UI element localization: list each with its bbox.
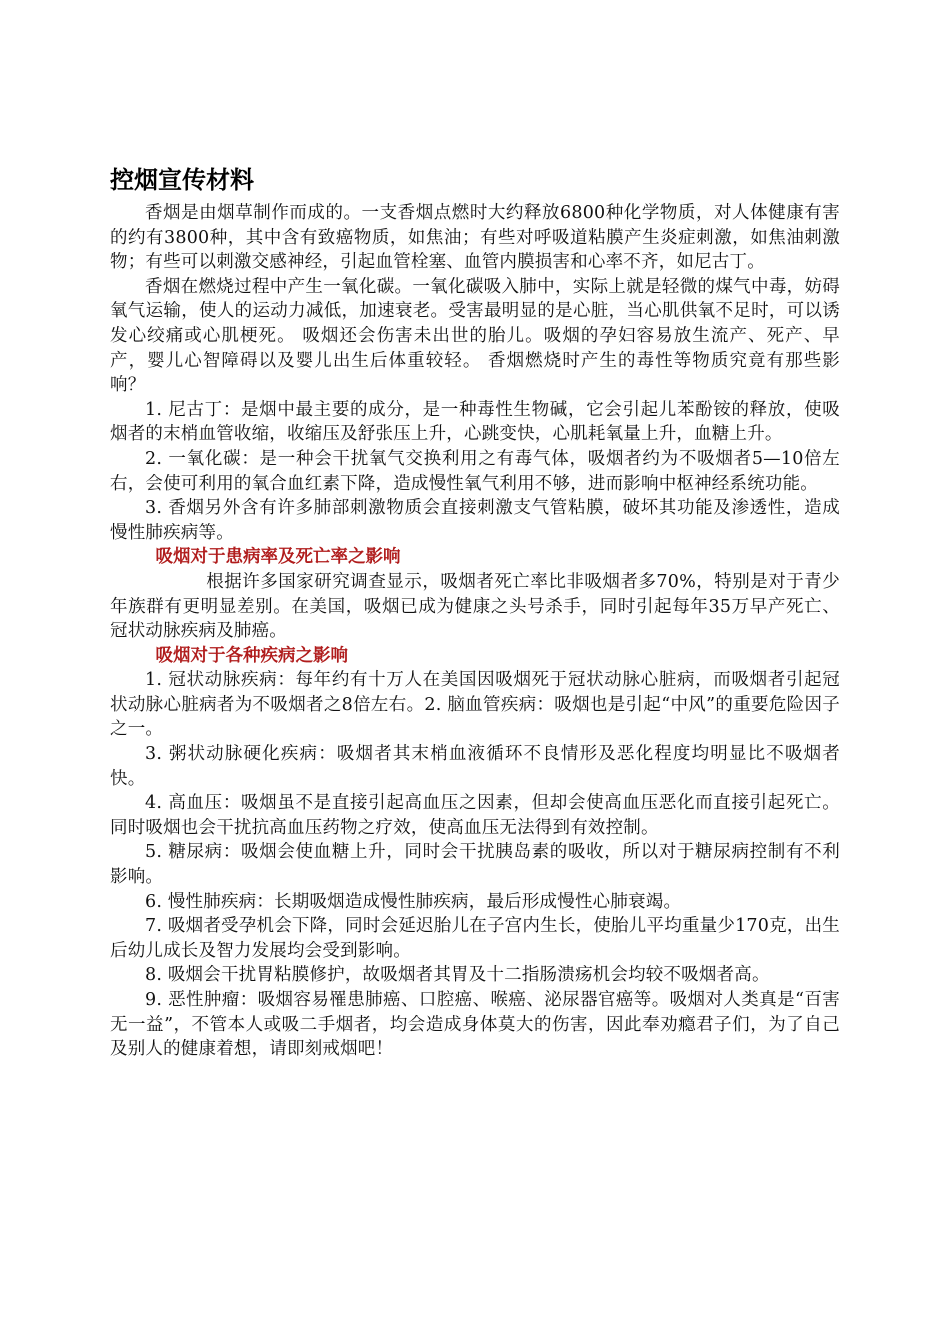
paragraph-carbon-monoxide: 2. 一氧化碳：是一种会干扰氧气交换利用之有毒气体，吸烟者约为不吸烟者5—10倍左右，会使可利用的氧合血红素下降，造成慢性氧气利用不够，进而影响中枢神经系统功能。 [110, 448, 840, 494]
paragraph-disease-7: 7. 吸烟者受孕机会下降，同时会延迟胎儿在子宫内生长，使胎儿平均重量少170克，出生后幼儿成长及智力发展均会受到影响。 [110, 916, 840, 961]
section-heading-mortality: 吸烟对于患病率及死亡率之影响 [155, 547, 401, 568]
paragraph-intro-2: 香烟在燃烧过程中产生一氧化碳。一氧化碳吸入肺中，实际上就是轻微的煤气中毒，妨碍氧气运输，使人的运动力减低，加速衰老。受害最明显的是心脏，当心肌供氧不足时，可以诱发心绞痛或心肌梗死。 吸烟还会伤害未出世的胎儿。吸烟的孕妇容易放生流产、死产、早产，婴儿心智障碍以及婴儿出生后体重较轻。 香烟燃烧时产生的毒性等物质究竟有那些影响？ [110, 276, 840, 396]
paragraph-disease-8: 8. 吸烟会干扰胃粘膜修护，故吸烟者其胃及十二指肠溃疡机会均较不吸烟者高。 [145, 965, 770, 986]
paragraph-disease-4: 4. 高血压：吸烟虽不是直接引起高血压之因素，但却会使高血压恶化而直接引起死亡。同时吸烟也会干扰抗高血压药物之疗效，使高血压无法得到有效控制。 [110, 793, 840, 838]
document-title: 控烟宣传材料 [110, 166, 254, 194]
paragraph-disease-6: 6. 慢性肺疾病：长期吸烟造成慢性肺疾病，最后形成慢性心肺衰竭。 [145, 891, 682, 912]
paragraph-intro-1: 香烟是由烟草制作而成的。一支香烟点燃时大约释放6800种化学物质，对人体健康有害的约有3800种，其中含有致癌物质，如焦油；有些对呼吸道粘膜产生炎症刺激，如焦油刺激物；有些可以刺激交感神经，引起血管栓塞、血管内膜损害和心率不齐，如尼古丁。 [110, 203, 840, 273]
section-heading-diseases: 吸烟对于各种疾病之影响 [155, 645, 348, 666]
document-page [110, 163, 840, 1062]
paragraph-disease-9: 9. 恶性肿瘤：吸烟容易罹患肺癌、口腔癌、喉癌、泌尿器官癌等。吸烟对人类真是“百害无一益”，不管本人或吸二手烟者，均会造成身体莫大的伤害，因此奉劝瘾君子们，为了自己及别人的健康着想，请即刻戒烟吧！ [110, 990, 840, 1060]
paragraph-nicotine: 1. 尼古丁：是烟中最主要的成分，是一种毒性生物碱，它会引起儿苯酚铵的释放，使吸烟者的末梢血管收缩，收缩压及舒张压上升，心跳变快，心肌耗氧量上升，血糖上升。 [110, 399, 840, 445]
paragraph-disease-1: 1. 冠状动脉疾病：每年约有十万人在美国因吸烟死于冠状动脉心脏病，而吸烟者引起冠状动脉心脏病者为不吸烟者之8倍左右。2. 脑血管疾病：吸烟也是引起“中风”的重要危险因子之一。 [110, 670, 840, 740]
paragraph-disease-5: 5. 糖尿病：吸烟会使血糖上升，同时会干扰胰岛素的吸收，所以对于糖尿病控制有不利影响。 [110, 842, 840, 888]
paragraph-disease-3: 3. 粥状动脉硬化疾病：吸烟者其末梢血液循环不良情形及恶化程度均明显比不吸烟者快。 [110, 744, 840, 789]
paragraph-irritants: 3. 香烟另外含有许多肺部刺激物质会直接刺激支气管粘膜，破坏其功能及渗透性，造成慢性肺疾病等。 [110, 498, 840, 543]
paragraph-mortality: 根据许多国家研究调查显示，吸烟者死亡率比非吸烟者多70%，特别是对于青少年族群有更明显差别。在美国，吸烟已成为健康之头号杀手，同时引起每年35万早产死亡、冠状动脉疾病及肺癌。 [110, 571, 840, 642]
